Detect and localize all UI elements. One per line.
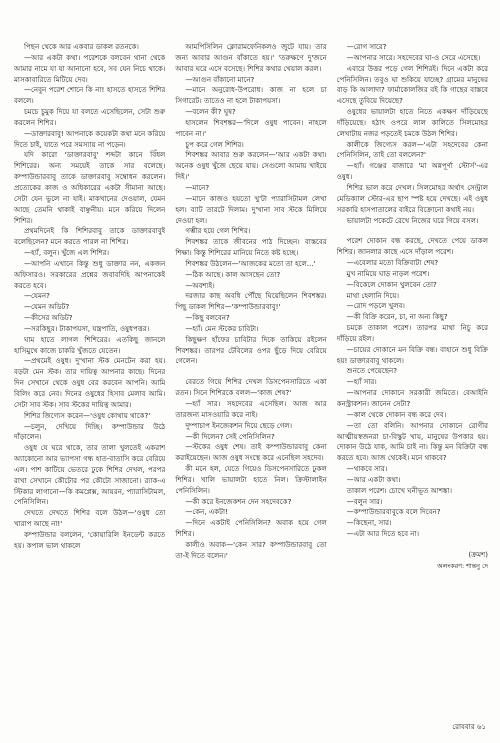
paragraph: —চলুন, দেখিয়ে দিচ্ছি। কম্পাউন্ডার উঠে দাঁড়ালেন। bbox=[14, 421, 166, 442]
paragraph: দুম্পাচাপ ইনজেকশন দিয়ে ছেড়ে গেল। bbox=[185, 420, 293, 430]
paragraph: এবারে উত্তর পড়ে গেল শিশিরই। দিনে একটা করে পেনিসিলিন। তবুও ঘা শুকিয়ে যাচ্ছে? গ্রামের মানুষের বাড় কি আলাদা? ফার্মাকোলজির বই কি গাছের বাস্তবে এসেছে তুবিয়ে দিয়েছে? bbox=[336, 63, 488, 106]
paragraph: —হ্যাঁ, বলুন। খুঁজে এল শিশির। bbox=[24, 248, 110, 258]
paragraph: শিশির ভাল করে দেখল। সিলমোহর অর্থাৎ সেন্ট্রাল মেডিক্যাল স্টোর-এর ছাপ স্পষ্ট হয়ে দেখছে। এই ওষুধ সরকারি হাসপাতালের বাইরে বিক্রোনো কথাই নয়। bbox=[336, 182, 488, 214]
paragraph: —রোগ সারে? bbox=[346, 42, 387, 51]
paragraph: —আপনি এখানে কিন্তু শুধু ডাক্তার নন, একজন অফিসারও। সরকারের প্রশ্নের জবাবদিহি আপনাকেই করতে হবে। bbox=[14, 258, 166, 290]
paragraph: পরেশ দোকান বন্ধ করছে, দেখতে পেয়ে ডাকল শিশির। জানলার কাছে এসে দাঁড়াল পরেশ। bbox=[336, 236, 488, 257]
paragraph: ঘাম হাতে লাগল শিশিরের। এতকিছু জানলে হাসিমুখে কাজে চাকরি খুঁজতে যেতেন। bbox=[14, 334, 166, 355]
paragraph: —হ্যাঁ। মেন স্টকের চাবিটা। bbox=[185, 323, 259, 333]
paragraph: কালীকে জিগ্যেস করল—'এটা সহদেবের কেনা পেনিসিলিন, তাই তো বললেন?' bbox=[336, 139, 488, 160]
paragraph: —স্টকের ওষুধ শেষ। তাই কম্পাউন্ডারবাবু কেনা করাইয়েছেন। আজ ওষুধ সংস্থে করে এনেছিল সহদেব। bbox=[175, 442, 327, 463]
paragraph: —সরকিছুর। টাকাপয়সা, যন্ত্রপাতি, ওষুধপত্তর। bbox=[24, 323, 150, 333]
paragraph: —কীসের অডিট? bbox=[24, 313, 73, 323]
paragraph: —কী বিক্রি করেন, চা, না অন্য কিছু? bbox=[346, 312, 448, 322]
paragraph: —আপনার সারে। সহদেবের ঘা-ও সেরে এসেছে। bbox=[346, 52, 481, 62]
paragraph: —হ্যাঁ সার। bbox=[346, 377, 377, 387]
paragraph: ওষুধ যে ঘরে থাকে, তার তালা খুলতেই একরাশ অ্যাকোনো আর ভ্যাপসা গন্ধ হাত-বাতাসি করে বেরিয়ে এল। পাশ কাটিয়ে ভেতরে ঢুকে শিশির দেখল, পরপর রাখা সেখানে কৌটোর পর কৌটো সাজানো। র‍্যাক-এ স্টিকার লাগানো—কি কমপ্লেক্স, আয়রন, প্যারাসিটামল, পেনিসিলিন। bbox=[14, 443, 166, 507]
paragraph: ওষুধের ভায়ালটা হাতে নিতে একক্ষণ দাঁড়িয়েছে দাঁড়িয়েছে। হঠাৎ ওপরে লাল কালিতে সিলমোহর লেখাটায় নজর পড়তেই চমকে উঠল শিশির। bbox=[336, 107, 488, 138]
paragraph: —ঠিক আছে। কাল আসছেন তো? bbox=[185, 269, 281, 279]
paragraph: —ডাক্তারবাবু! আপনাকে কয়েকটা কথা মনে করিয়ে দিতে চাই, যাতে পরে সমস্যায় না পড়েন। bbox=[14, 128, 166, 149]
paragraph: মুখ নামিয়ে ঘাড় নাড়ল পরেশ। bbox=[346, 268, 430, 278]
paragraph: ভায়ালটা পকেটে রেখে নিজের ঘরে গিয়ে বসল। bbox=[346, 215, 479, 225]
paragraph: চুপ করে গেল শিশির। bbox=[185, 139, 244, 149]
paragraph: —কী দিলেন? সেই পেনিসিলিন? bbox=[185, 431, 275, 441]
paragraph: শিবশঙ্কর উঠলেন—'আজকের মতো তা হলে...' bbox=[185, 258, 316, 268]
paragraph: —অবশ্যই। bbox=[185, 280, 215, 290]
paragraph: —কম্পাউন্ডারবাবুকে বলে দিবেন? bbox=[346, 507, 441, 517]
paragraph: কিছুক্ষণ হাঁফের চাবিটার দিকে তাকিয়ে রইলেন শিবশঙ্কর। তারপর টেবিলের ওপর ছুঁড়ে দিয়ে বেরিয়ে গেলেন। bbox=[175, 334, 327, 366]
paragraph: আমপিসিলিন ক্লোরামফেনিকলও জুটে যায়। তার জন্য আবার আগুন বাঁকাতে হয়।' 'তরুক্ষণে দু'জনে আবার ঘরে এসে বসেছে। শিশির কথার খেয়াল করল। bbox=[175, 42, 327, 73]
paragraph: —আর একটা কথা। bbox=[346, 474, 401, 484]
paragraph: হাসলেন শিবশঙ্কর—'দিলে ওষুধ পাবেন। নাহলে পাবেন না।' bbox=[175, 117, 327, 138]
paragraph: —রোদ পড়লে খুলব। bbox=[346, 301, 405, 311]
paragraph: দেখতে দেখতে শিশির বলে উঠল—'ওষুধ তো খারাপ আছে না!' bbox=[14, 508, 166, 529]
paragraph: —নেবুন পরেশ শোনে কি না! হাসতে হাসতে শিশির বললে। bbox=[14, 85, 166, 106]
paragraph: —আর একটা কথা। পরেশকে বলবেন থানা থেকে আমার নামে যা যা আনানো হবে, সব যেন নিচে থাকে। মাসকাবারিতে মিটিয়ে দেব। bbox=[14, 52, 166, 84]
paragraph: —এটা আর দিতে হবে না। bbox=[346, 529, 420, 539]
paragraph: তাকাল পরেশ। চোখে ঘনীভূত আশঙ্কা। bbox=[346, 485, 452, 495]
paragraph: শিবশঙ্কর আবার শুরু করলেন—'আর একটা কথা। অনেক ওষুধ খুঁজে ছেয়ে যায়। সেগুলো আমায় খাইয়ে দিই।' bbox=[175, 150, 327, 182]
paragraph: চমচে চুমুক দিয়ে যা বলতে এসেছিলেন, সেটা শুরু করলেন শিশির। bbox=[14, 107, 166, 127]
paragraph: বেরতে গিয়ে শিশির দেখল ডিসপেনসারিতে একা রতন। সিনে শিশিরকে বলল—'কাজ শেষ?' bbox=[175, 377, 327, 398]
paragraph: —হ্যাঁ। গঞ্জের বাজারে 'মা অন্নপূর্ণা স্টোর্স'-এর ওষুধ। bbox=[336, 161, 488, 182]
article-columns bbox=[14, 42, 488, 697]
paragraph: —থাকবে সার। bbox=[346, 464, 388, 474]
paragraph: গম্ভীর হয়ে গেল শিশির। bbox=[185, 226, 251, 236]
paragraph: মাথা হেলানি দিয়ে। bbox=[346, 290, 399, 300]
paragraph: যদি কারো 'ডাক্তারবাবু' শব্দটা কানে বিঁধল শিশিরের। অন্য সময়েই তাকে সার বলেছে। কম্পাউন্ডারবাবু তাকে ডাক্তারবাবু সম্বোধন করলেন। প্রত্যেকের কাজ ও অধিকারের একটা সীমানা আছে। সেটা যেন ভুলে না যাই। মাকখানের দেওয়াল, যেমন আছে তেমনি থাকাই বাঞ্ছনীয়। মনে করিয়ে দিলেন শিশির। bbox=[14, 150, 166, 225]
paragraph: —এবেলার মতো বিক্রিবাটা শেষ? bbox=[346, 258, 439, 268]
paragraph: —চায়ের দোকানে মন বিক্রি বন্ধ। বাহানে শুধু বিক্রি হয়! ডাক্তারবাবু থাকলে। bbox=[336, 344, 488, 365]
paragraph: —মানে অনুরোধ-উপরোধ। কাজ না হলে চা সিগারেট। তাতেও না হলে টাকাপয়সা। bbox=[175, 85, 327, 106]
paragraph: —কাল থেকে দোকান বন্ধ করে দেব। bbox=[346, 409, 447, 419]
paragraph: —বলেন কী? ঘুষ? bbox=[185, 107, 236, 117]
paragraph: —যেমন অডিট? bbox=[24, 302, 70, 312]
paragraph: —মানে? bbox=[185, 182, 210, 192]
column-1 bbox=[14, 42, 165, 697]
paragraph: —প্রথমেই ওষুধ। দু'খানা স্টক মেনটেন করা হয়। বড়টা মেন স্টক। তার দায়িত্ব আপনার কাছে। দিনের দিন সেখানে থেকে ওষুধ বের করবেন আপনি। আমি বিলিং করে নেব। দিনের ওষুধের হিসাব মেলাব আমি। সেটা সাব স্টক। সাব স্টকের দায়িত্ব আমার। bbox=[14, 356, 166, 409]
paragraph: অলংকরণ: শান্তনু দে bbox=[437, 561, 488, 570]
paragraph: শিবশঙ্কর তাকে জীবনের পাঠ দিচ্ছেন। বাস্তবের শিক্ষা। কিন্তু শিশিরের মানিয়ে নিতে কষ্ট হচ্ছে। bbox=[175, 237, 327, 258]
paragraph: —বিকেলে দোকান খুলবেন তো? bbox=[346, 279, 437, 289]
paragraph: —কিছেনা, সার। bbox=[346, 518, 392, 528]
column-2 bbox=[175, 42, 326, 697]
page-footer: রোববার ৬১ bbox=[452, 723, 486, 731]
paragraph: কী মনে হল, যেতে গিয়েও ডিসপেনসারিতে ঢুকল শিশির। খালি ভায়ালটা হাতে নিল। ক্রিস্টালাইন পেনিসিলিন। bbox=[175, 464, 327, 495]
paragraph: শুনতে পেয়েছেন? bbox=[346, 366, 397, 376]
paragraph: —হ্যাঁ সার। সহদেবের এসেছিল। আজ আর তারজন্য মাসওয়ারি করে নাই। bbox=[175, 399, 327, 419]
paragraph: —মানে কাজও হয়তো খু'টা প্যারাসিটামল লেখা হল। ব্যাট তারটে দিলাম। দু'খানা সাব স্টকে মিলিয়ে দেওয়া হল। bbox=[175, 193, 327, 225]
paragraph: পিছন থেকে আর একবার ডাকল রতনকে। bbox=[24, 42, 139, 51]
paragraph: শিশির জিগ্যেস করেন—'ওষুধ কোথায় থাকে?' bbox=[24, 410, 151, 420]
column-3 bbox=[337, 42, 488, 697]
paragraph: কালীও অবাক—'কেন সার? কম্পাউন্ডারবাবু তো তা-ই দিতে বলেন।' bbox=[175, 539, 327, 560]
paragraph: —তা তো বলিনি। আপনার দোকানে রোগীর আত্মীয়স্বজনরা চা-বিস্কুট খায়, মানুষের উপকার হয়। দোকান উঠে যাক, আমি চাই না। কিন্তু মন বিক্রিটা বন্ধ করতে হবে। আজ থেকেই। মনে থাকবে? bbox=[336, 420, 488, 463]
paragraph: —কিছু বলবেন? bbox=[185, 313, 230, 323]
paragraph: —যেমন? bbox=[24, 291, 50, 301]
paragraph: —আগুন বাঁকানো মানে? bbox=[185, 74, 255, 84]
paragraph: দরজার কাছ অবধি পৌঁছে ঘিয়েছিলেন শিবশঙ্কর। পিছু ডাকল শিশির—'কম্পাউন্ডারবাবু!' bbox=[175, 291, 327, 312]
paragraph: কম্পাউন্ডার বললেন, 'কোয়ারিলি ইনডেন্ট করতে হয়। কপাল ভাল থাকলে bbox=[14, 529, 166, 550]
paragraph: প্রথমদিনেই কি শিশিরবাবু তাকে ডাক্তারবাবুই বলেছিলেন? মনে করতে পারল না শিশির। bbox=[14, 226, 166, 247]
paragraph: —আপনার দোকানে সরকারী জমিতে। বেআইনি কনস্ট্রাকশন। জানেন সেটা? bbox=[336, 388, 488, 408]
paragraph: —কী করে ইনজেকশন দেন সহদেবকে? bbox=[185, 496, 292, 506]
paragraph: —বলুন সার। bbox=[346, 496, 383, 506]
paragraph: —দিনে একটাই পেনিসিলিন? অবাক হয়ে গেল শিশির। bbox=[175, 518, 327, 539]
paragraph: —কেন, একটা! bbox=[185, 507, 228, 517]
paragraph: (ক্রমশ) bbox=[468, 549, 488, 559]
paragraph: চমকে তাকাল পরেশ। তারপর মাথা নিচু করে দাঁড়িয়ে রইল। bbox=[336, 323, 488, 343]
